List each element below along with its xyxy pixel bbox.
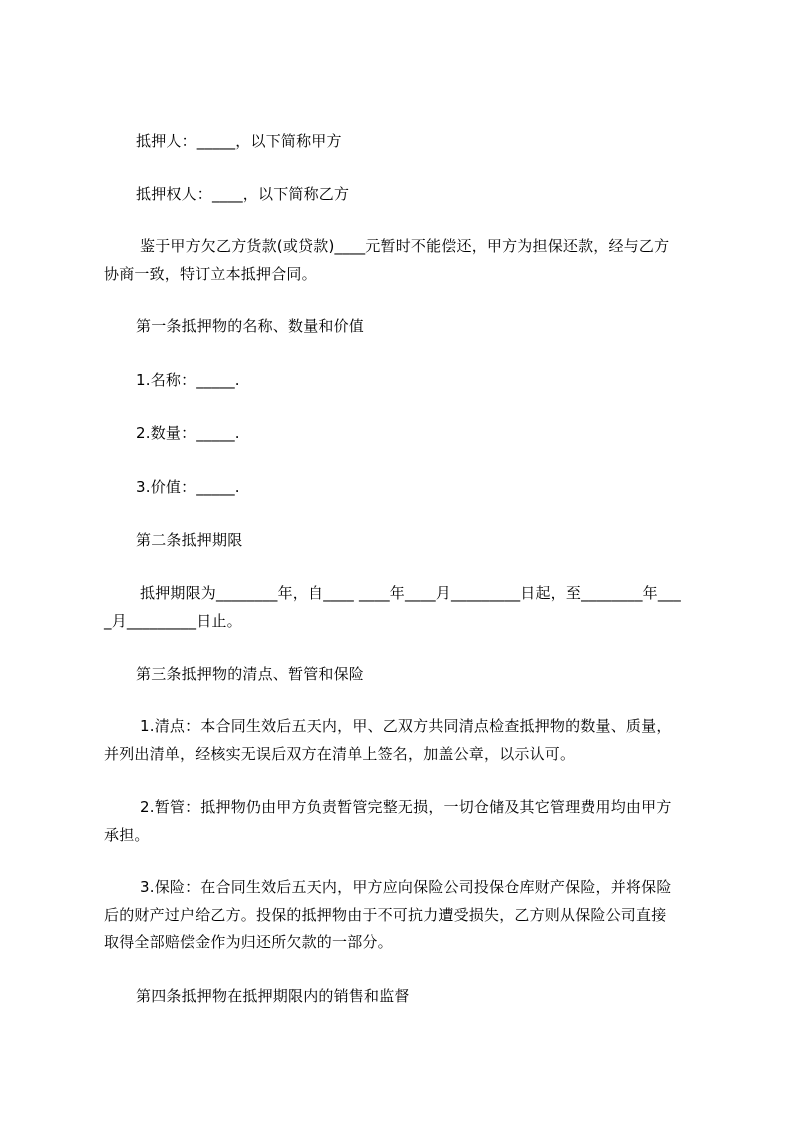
article3-item1-line-1: 1.清点：本合同生效后五天内，甲、乙双方共同清点检查抵押物的数量、质量， (140, 717, 672, 735)
article4-title: 第四条抵押物在抵押期限内的销售和监督 (136, 987, 410, 1005)
article2-line-1: 抵押期限为________年，自____ ____年____月_________日起，至________年___ (140, 584, 681, 602)
pledgee-line: 抵押权人：____，以下简称乙方 (136, 185, 350, 203)
article1-item-quantity: 2.数量：_____. (136, 424, 240, 442)
article2-line-2: _月_________日止。 (104, 612, 242, 630)
article3-item3-line-3: 取得全部赔偿金作为归还所欠款的一部分。 (104, 933, 393, 951)
article3-item3-line-2: 后的财产过户给乙方。投保的抵押物由于不可抗力遭受损失，乙方则从保险公司直接 (104, 906, 667, 924)
article3-item1-line-2: 并列出清单，经核实无误后双方在清单上签名，加盖公章，以示认可。 (104, 745, 576, 763)
article3-item2-line-2: 承担。 (104, 826, 150, 844)
preamble-line-1: 鉴于甲方欠乙方货款(或贷款)____元暂时不能偿还，甲方为担保还款，经与乙方 (140, 237, 670, 255)
article3-item2-line-1: 2.暂管：抵押物仍由甲方负责暂管完整无损，一切仓储及其它管理费用均由甲方 (140, 798, 672, 816)
pledgor-line: 抵押人：_____，以下简称甲方 (136, 132, 342, 150)
article1-item-name: 1.名称：_____. (136, 371, 240, 389)
article1-item-value: 3.价值：_____. (136, 478, 240, 496)
article2-title: 第二条抵押期限 (136, 531, 243, 549)
article1-title: 第一条抵押物的名称、数量和价值 (136, 317, 365, 335)
article3-title: 第三条抵押物的清点、暂管和保险 (136, 665, 365, 683)
preamble-line-2: 协商一致，特订立本抵押合同。 (104, 265, 317, 283)
article3-item3-line-1: 3.保险：在合同生效后五天内，甲方应向保险公司投保仓库财产保险，并将保险 (140, 878, 672, 896)
